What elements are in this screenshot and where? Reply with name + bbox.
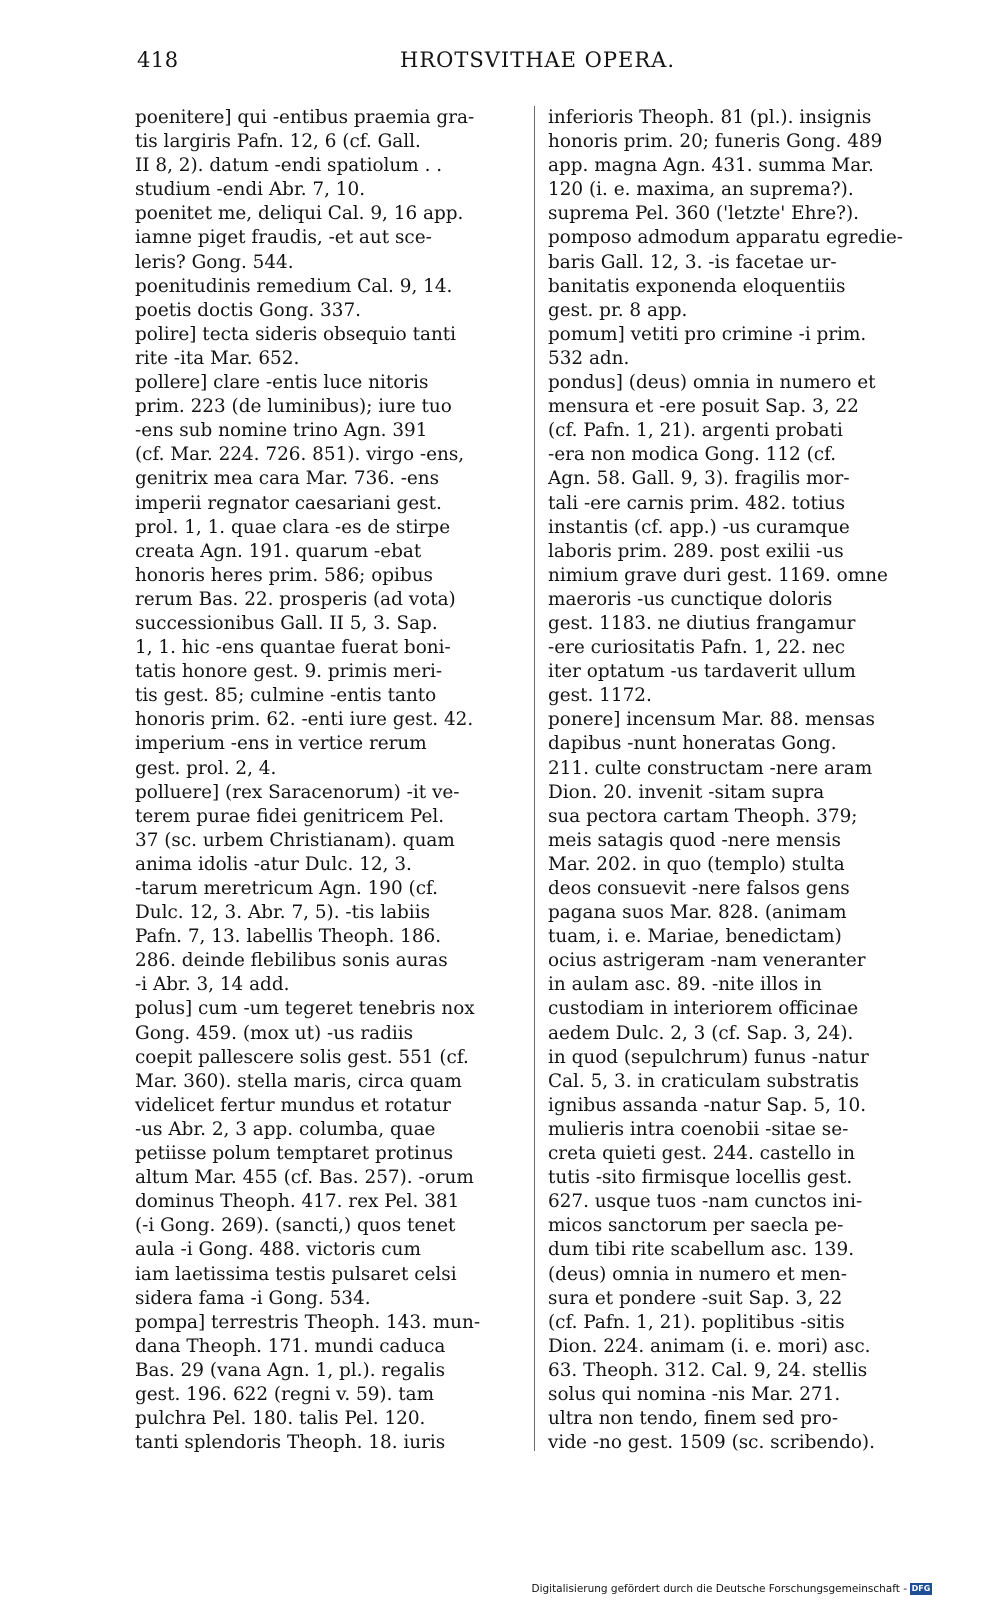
text-line: creta quieti gest. 244. castello in [548,1143,856,1165]
text-line: custodiam in interiorem officinae [548,998,859,1020]
text-line: tali -ere carnis prim. 482. totius [548,492,846,514]
text-line: tuam, i. e. Mariae, benedictam) [548,926,842,948]
text-line: 63. Theoph. 312. Cal. 9, 24. stellis [548,1359,868,1381]
left-column [135,106,530,1455]
text-line: II 8, 2). datum -endi spatiolum . . [135,155,443,177]
text-line: deos consuevit -nere falsos gens [548,878,850,899]
text-line: dana Theoph. 171. mundi caduca [135,1335,446,1357]
text-line: inferioris Theoph. 81 (pl.). insignis [548,107,872,128]
text-line: vide -no gest. 1509 (sc. scribendo). [548,1432,875,1454]
text-line: (cf. Pafn. 1, 21). poplitibus -sitis [548,1311,845,1333]
text-line: mulieris intra coenobii -sitae se- [548,1118,849,1140]
text-line: pomposo admodum apparatu egredie- [548,227,904,249]
text-line: altum Mar. 455 (cf. Bas. 257). -orum [135,1167,474,1189]
text-line: coepit pallescere solis gest. 551 (cf. [135,1046,469,1068]
text-line: Bas. 29 (vana Agn. 1, pl.). regalis [135,1359,446,1381]
text-line: maeroris -us cunctique doloris [548,588,833,610]
text-line: poenitere] qui -entibus praemia gra- [135,107,475,128]
page-number: 418 [137,48,179,72]
text-line: Dion. 224. animam (i. e. mori) asc. [548,1335,871,1357]
text-line: studium -endi Abr. 7, 10. [135,179,366,201]
dfg-logo-icon: DFG [911,1584,931,1593]
text-line: -ere curiositatis Pafn. 1, 22. nec [548,637,846,659]
text-line: dum tibi rite scabellum asc. 139. [548,1239,855,1261]
text-line: sidera fama -i Gong. 534. [135,1287,371,1309]
text-line: (deus) omnia in numero et men- [548,1263,847,1285]
text-line: 211. culte constructam -nere aram [548,757,873,779]
text-line: Dion. 20. invenit -sitam supra [548,781,825,803]
text-line: laboris prim. 289. post exilii -us [548,540,844,562]
text-line: Gong. 459. (mox ut) -us radiis [135,1022,414,1044]
text-line: tutis -sito firmisque locellis gest. [548,1167,853,1189]
text-line: 627. usque tuos -nam cunctos ini- [548,1191,863,1213]
text-line: prim. 223 (de luminibus); iure tuo [135,396,452,418]
text-line: rerum Bas. 22. prosperis (ad vota) [135,588,456,610]
right-column [548,106,943,1455]
text-line: app. magna Agn. 431. summa Mar. [548,155,874,177]
text-line: gest. 1183. ne diutius frangamur [548,612,856,634]
text-line: iter optatum -us tardaverit ullum [548,661,856,683]
text-line: leris? Gong. 544. [135,251,294,273]
text-line: Agn. 58. Gall. 9, 3). fragilis mor- [548,468,850,490]
text-line: solus qui nomina -nis Mar. 271. [548,1383,841,1405]
running-head: HROTSVITHAE OPERA. [400,48,676,72]
text-line: dapibus -nunt honeratas Gong. [548,733,837,755]
text-line: rite -ita Mar. 652. [135,347,300,369]
text-line: terem purae fidei genitricem Pel. [135,805,445,827]
text-line: tis gest. 85; culmine -entis tanto [135,685,437,707]
text-line: sura et pondere -suit Sap. 3, 22 [548,1287,843,1309]
text-line: instantis (cf. app.) -us curamque [548,516,850,538]
text-line: imperium -ens in vertice rerum [135,733,427,755]
text-line: genitrix mea cara Mar. 736. -ens [135,468,440,490]
text-line: pulchra Pel. 180. talis Pel. 120. [135,1408,426,1430]
text-line: tatis honore gest. 9. primis meri- [135,661,443,683]
text-line: -ens sub nomine trino Agn. 391 [135,420,428,442]
text-line: poetis doctis Gong. 337. [135,299,362,321]
text-line: anima idolis -atur Dulc. 12, 3. [135,853,412,875]
text-line: aedem Dulc. 2, 3 (cf. Sap. 3, 24). [548,1022,854,1044]
text-line: Mar. 360). stella maris, circa quam [135,1070,462,1092]
text-line: -us Abr. 2, 3 app. columba, quae [135,1118,436,1140]
text-line: aula -i Gong. 488. victoris cum [135,1239,421,1261]
text-line: 532 adn. [548,347,630,369]
text-line: poenitudinis remedium Cal. 9, 14. [135,275,453,297]
text-line: dominus Theoph. 417. rex Pel. 381 [135,1191,460,1213]
text-line: 286. deinde flebilibus sonis auras [135,950,448,972]
text-line: prol. 1, 1. quae clara -es de stirpe [135,516,451,538]
text-line: creata Agn. 191. quarum -ebat [135,540,422,562]
text-line: Mar. 202. in quo (templo) stulta [548,853,845,875]
text-line: petiisse polum temptaret protinus [135,1143,454,1165]
text-line: gest. 1172. [548,685,652,707]
text-line: videlicet fertur mundus et rotatur [135,1094,451,1116]
text-line: gest. prol. 2, 4. [135,757,277,779]
column-divider [534,106,535,1451]
text-line: pollere] clare -entis luce nitoris [135,372,429,394]
text-line: 120 (i. e. maxima, an suprema?). [548,179,854,201]
text-line: Dulc. 12, 3. Abr. 7, 5). -tis labiis [135,902,431,924]
text-line: pondus] (deus) omnia in numero et [548,372,876,394]
text-line: in quod (sepulchrum) funus -natur [548,1046,869,1068]
text-line: pomum] vetiti pro crimine -i prim. [548,323,867,345]
text-line: honoris heres prim. 586; opibus [135,564,433,586]
text-line: polluere] (rex Saracenorum) -it ve- [135,781,460,803]
text-line: Pafn. 7, 13. labellis Theoph. 186. [135,926,442,948]
text-line: -tarum meretricum Agn. 190 (cf. [135,878,438,899]
text-line: -i Abr. 3, 14 add. [135,974,290,996]
text-line: honoris prim. 20; funeris Gong. 489 [548,131,883,153]
text-line: polire] tecta sideris obsequio tanti [135,323,457,345]
text-line: iamne piget fraudis, -et aut sce- [135,227,432,249]
text-line: ultra non tendo, finem sed pro- [548,1408,839,1430]
text-line: iam laetissima testis pulsaret celsi [135,1263,457,1285]
text-line: (cf. Pafn. 1, 21). argenti probati [548,420,843,442]
text-line: (-i Gong. 269). (sancti,) quos tenet [135,1215,456,1237]
text-line: pompa] terrestris Theoph. 143. mun- [135,1311,481,1333]
text-line: polus] cum -um tegeret tenebris nox [135,998,475,1020]
text-line: banitatis exponenda eloquentiis [548,275,846,297]
footer-credit [531,1583,932,1595]
text-line: mensura et -ere posuit Sap. 3, 22 [548,396,859,418]
text-line: suprema Pel. 360 ('letzte' Ehre?). [548,203,860,225]
text-line: (cf. Mar. 224. 726. 851). virgo -ens, [135,444,465,466]
text-line: sua pectora cartam Theoph. 379; [548,805,858,827]
text-line: in aulam asc. 89. -nite illos in [548,974,822,996]
text-line: baris Gall. 12, 3. -is facetae ur- [548,251,837,273]
text-line: poenitet me, deliqui Cal. 9, 16 app. [135,203,464,225]
text-line: micos sanctorum per saecla pe- [548,1215,844,1237]
text-line: gest. 196. 622 (regni v. 59). tam [135,1383,435,1405]
text-line: -era non modica Gong. 112 (cf. [548,444,837,466]
text-line: tis largiris Pafn. 12, 6 (cf. Gall. [135,131,421,153]
text-line: ocius astrigeram -nam veneranter [548,950,866,972]
text-line: nimium grave duri gest. 1169. omne [548,564,888,586]
text-line: pagana suos Mar. 828. (animam [548,902,847,924]
text-line: honoris prim. 62. -enti iure gest. 42. [135,709,474,731]
text-line: 37 (sc. urbem Christianam). quam [135,829,455,851]
text-line: ponere] incensum Mar. 88. mensas [548,709,875,731]
text-line: tanti splendoris Theoph. 18. iuris [135,1432,446,1454]
text-line: successionibus Gall. II 5, 3. Sap. [135,612,438,634]
text-line: imperii regnator caesariani gest. [135,492,442,514]
text-line: ignibus assanda -natur Sap. 5, 10. [548,1094,867,1116]
text-line: meis satagis quod -nere mensis [548,829,841,851]
text-line: Cal. 5, 3. in craticulam substratis [548,1070,859,1092]
digitization-credit: Digitalisierung gefördert durch die Deutsche Forschungsgemeinschaft - [531,1583,907,1595]
text-line: 1, 1. hic -ens quantae fuerat boni- [135,637,451,659]
text-line: gest. pr. 8 app. [548,299,688,321]
